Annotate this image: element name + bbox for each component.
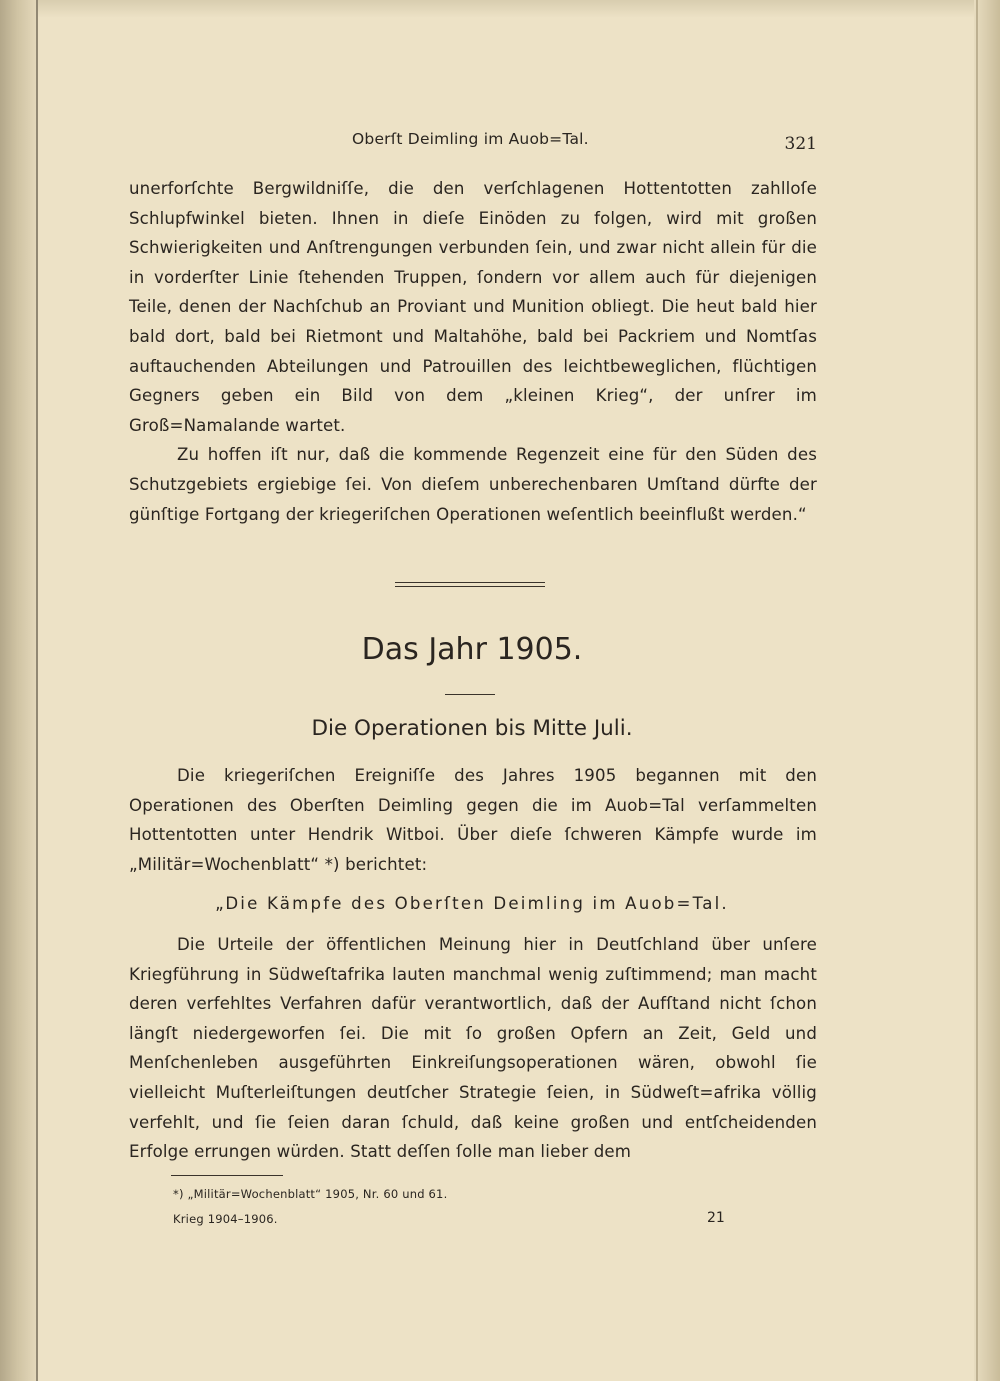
page-top-shadow <box>0 0 1000 18</box>
chapter-title: Das Jahr 1905. <box>361 632 583 667</box>
section-divider <box>395 582 545 587</box>
book-gutter <box>0 0 38 1381</box>
footnote: *) „Militär=Wochenblatt“ 1905, Nr. 60 und 61. <box>173 1187 448 1201</box>
paragraph-quote: Die Urteile der öffentlichen Meinung hier in Deutſchland über unſere Kriegführung in Südweſtafrika lauten manchmal wenig zuſtimmend; man macht deren verfehltes Verfahren dafür verantwortlich, daß der Aufſtand nicht ſchon längſt niedergeworfen ſei. Die mit ſo großen Opfern an Zeit, Geld und Menſchenleben ausgeführten Einkreiſungsoperationen wären, obwohl ſie vielleicht Muſterleiſtungen deutſcher Strategie ſeien, in Südweſt=afrika völlig verfehlt, und ſie ſeien daran ſchuld, daß keine großen und entſcheidenden Erfolge errungen würden. Statt deſſen ſolle man lieber dem <box>129 935 817 1162</box>
paragraph-intro: Die kriegeriſchen Ereigniſſe des Jahres 1905 begannen mit den Operationen des Oberſten Deimling gegen die im Auob=Tal verſammelten Hottentotten unter Hendrik Witboi. Über dieſe ſchweren Kämpfe wurde im „Militär=Wochenblatt“ *) berichtet: <box>129 766 817 874</box>
intro-text-block <box>129 761 817 879</box>
top-text-block <box>129 174 817 529</box>
signature-number: 21 <box>707 1210 725 1226</box>
quote-title: „Die Kämpfe des Oberſten Deimling im Auob=Tal. <box>215 894 729 913</box>
gutter-binding-line <box>36 0 38 1381</box>
paragraph-hope: Zu hoffen iſt nur, daß die kommende Regenzeit eine für den Süden des Schutzgebiets ergiebige ſei. Von dieſem unberechenbaren Umſtand dürfte der günſtige Fortgang der kriegeriſchen Operationen weſentlich beeinflußt werden.“ <box>129 445 817 524</box>
chapter-title-rule <box>445 694 495 695</box>
page-right-edge-line <box>976 0 978 1381</box>
section-title: Die Operationen bis Mitte Juli. <box>311 716 633 741</box>
running-head: Oberſt Deimling im Auob=Tal. <box>352 130 589 148</box>
footnote-rule <box>171 1175 283 1176</box>
page-number: 321 <box>784 134 817 154</box>
printer-signature: Krieg 1904–1906. <box>173 1212 278 1226</box>
paragraph-continued: unerforſchte Bergwildniſſe, die den verſchlagenen Hottentotten zahlloſe Schlupfwinkel bieten. Ihnen in dieſe Einöden zu folgen, wird mit großen Schwierigkeiten und Anſtrengungen verbunden ſein, und zwar nicht allein für die in vorderſter Linie ſtehenden Truppen, ſondern vor allem auch für diejenigen Teile, denen der Nachſchub an Proviant und Munition obliegt. Die heut bald hier bald dort, bald bei Rietmont und Maltahöhe, bald bei Packriem und Nomtſas auftauchenden Abteilungen und Patrouillen des leichtbeweglichen, flüchtigen Gegners geben ein Bild von dem „kleinen Krieg“, der unſrer im Groß=Namalande wartet. <box>129 179 817 435</box>
quote-text-block <box>129 930 817 1167</box>
